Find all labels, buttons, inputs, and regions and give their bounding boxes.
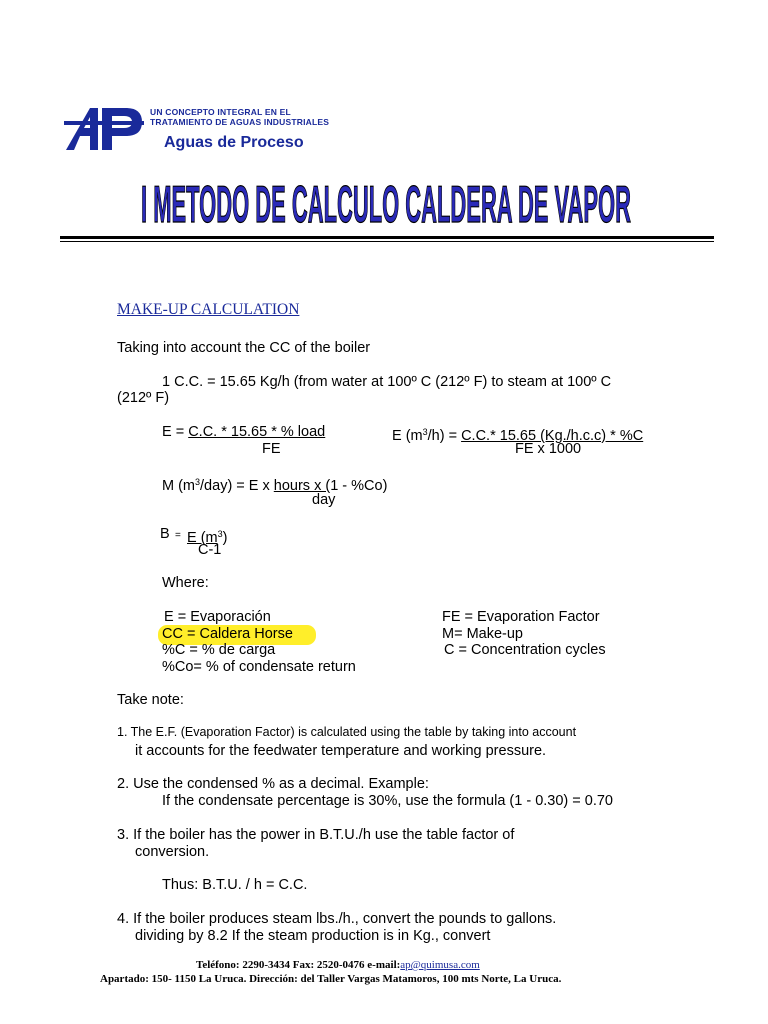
note-3-thus: Thus: B.T.U. / h = C.C. xyxy=(162,877,308,893)
header-divider xyxy=(60,236,714,239)
legend-right-2: C = Concentration cycles xyxy=(444,642,606,658)
formula-b-close: ) xyxy=(222,530,228,546)
ap-logo-icon xyxy=(64,104,144,152)
formula-e2-numerator: C.C.* 15.65 (Kg./h.c.c) * %C xyxy=(461,428,644,444)
page-headline xyxy=(136,166,636,232)
legend-right-1: M= Make-up xyxy=(442,626,523,642)
where-label: Where: xyxy=(162,575,209,591)
definition-line1: 1 C.C. = 15.65 Kg/h (from water at 100º C (212º F) to steam at 100º C xyxy=(162,374,612,390)
note-2-line1: 2. Use the condensed % as a decimal. Example: xyxy=(117,776,429,792)
formula-e-prefix: E = xyxy=(162,424,189,440)
definition-line2: (212º F) xyxy=(117,390,170,406)
footer-contact xyxy=(196,959,526,971)
formula-b-numerator-text: E (m xyxy=(187,530,218,546)
formula-m-prefix: M (m xyxy=(162,478,196,494)
footer-contact-text: Teléfono: 2290-3434 Fax: 2520-0476 e-mail: xyxy=(196,959,401,971)
formula-m-underlined: hours x ( xyxy=(273,478,331,494)
formula-e-denominator: FE xyxy=(262,441,281,457)
formula-e-numerator: C.C. * 15.65 * % load xyxy=(188,424,326,440)
note-4-line1: 4. If the boiler produces steam lbs./h., convert the pounds to gallons. xyxy=(117,911,557,927)
note-3-line2: conversion. xyxy=(135,844,210,860)
formula-e-load xyxy=(162,424,343,441)
tagline-line1: UN CONCEPTO INTEGRAL EN EL xyxy=(150,107,291,117)
brand-name: Aguas de Proceso xyxy=(164,134,304,151)
formula-m-mid: /day) = E x xyxy=(200,478,274,494)
intro-text: Taking into account the CC of the boiler xyxy=(117,340,371,356)
formula-b-label: B xyxy=(160,526,170,542)
legend-left-2: %C = % de carga xyxy=(162,642,276,658)
formula-m xyxy=(162,474,387,495)
headline-text: I METODO DE CALCULO CALDERA DE VAPOR xyxy=(141,176,631,232)
note-3-line1: 3. If the boiler has the power in B.T.U./h use the table factor of xyxy=(117,827,515,843)
footer-email-link[interactable]: ap@quimusa.com xyxy=(400,959,480,971)
formula-b-equals: = xyxy=(175,530,181,541)
notes-label: Take note: xyxy=(117,692,184,708)
formula-e2-superscript: 3 xyxy=(422,427,428,437)
formula-b-denominator: C-1 xyxy=(198,542,222,558)
legend-left-1: CC = Caldera Horse xyxy=(162,626,293,642)
formula-e2-prefix: E (m xyxy=(392,428,423,444)
legend-right-0: FE = Evaporation Factor xyxy=(442,609,600,625)
formula-m-suffix: 1 - %Co) xyxy=(330,478,388,494)
legend-left-0: E = Evaporación xyxy=(164,609,271,625)
note-2-line2: If the condensate percentage is 30%, use the formula (1 - 0.30) = 0.70 xyxy=(162,793,613,809)
formula-b-superscript: 3 xyxy=(217,529,223,539)
formula-m-superscript: 3 xyxy=(195,477,201,487)
footer-address: Apartado: 150- 1150 La Uruca. Dirección: del Taller Vargas Matamoros, 100 mts Norte, La Uruca. xyxy=(100,973,562,985)
tagline-line2: TRATAMIENTO DE AGUAS INDUSTRIALES xyxy=(150,117,330,127)
formula-m-denominator: day xyxy=(312,492,336,508)
header-divider-thin xyxy=(60,241,714,242)
note-1-line2: it accounts for the feedwater temperature and working pressure. xyxy=(135,743,547,759)
note-1-line1: 1. The E.F. (Evaporation Factor) is calculated using the table by taking into account xyxy=(117,725,577,739)
formula-e2-mid: /h) = xyxy=(427,428,462,444)
note-4-line2: dividing by 8.2 If the steam production is in Kg., convert xyxy=(135,928,491,944)
formula-e2-denominator: FE x 1000 xyxy=(515,441,582,457)
section-title: MAKE-UP CALCULATION xyxy=(117,301,300,318)
legend-left-3: %Co= % of condensate return xyxy=(162,659,356,675)
